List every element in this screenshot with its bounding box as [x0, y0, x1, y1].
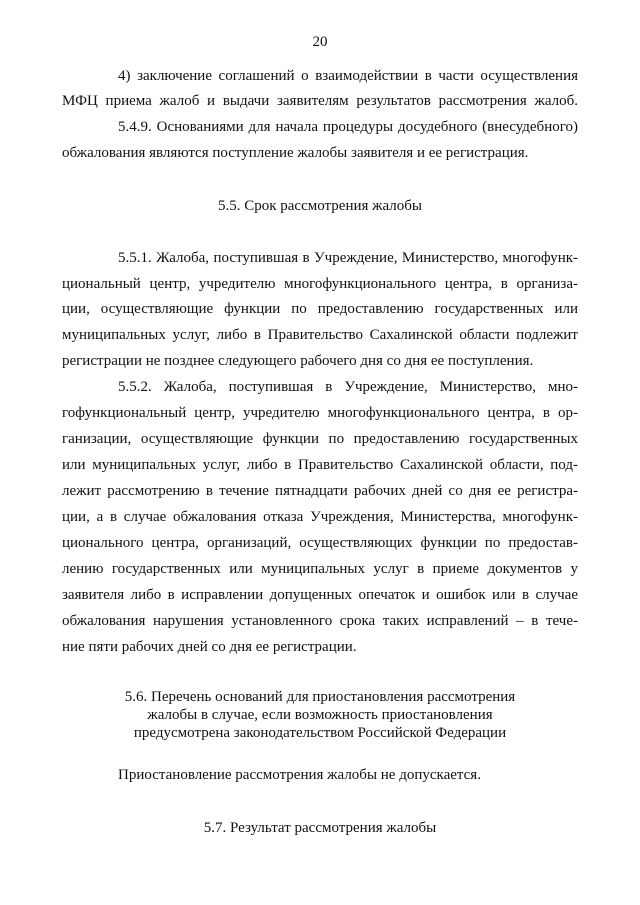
para-549-line-2: обжалования являются поступление жалобы заявителя и ее регистрация.: [62, 145, 529, 161]
para-552-line-7: ционального центра, организаций, осуществляющих функции по предостав-: [62, 535, 578, 551]
section-heading-5-6-line-3: предусмотрена законодательством Российской Федерации: [133, 725, 507, 741]
page-number: 20: [312, 34, 328, 50]
section-heading-5-6-line-1: 5.6. Перечень оснований для приостановления рассмотрения: [124, 689, 516, 705]
para-551-line-2: циональный центр, учредителю многофункционального центра, в организа-: [62, 276, 578, 292]
para-4-line-2: МФЦ приема жалоб и выдачи заявителям результатов рассмотрения жалоб.: [62, 93, 578, 109]
para-551-line-1: 5.5.1. Жалоба, поступившая в Учреждение, Министерство, многофунк-: [118, 250, 578, 266]
para-552-line-8: лению государственных или муниципальных услуг в приеме документов у: [62, 561, 578, 577]
para-552-line-10: обжалования нарушения установленного срока таких исправлений – в тече-: [62, 613, 578, 629]
para-552-line-9: заявителя либо в исправлении допущенных опечаток и ошибок или в случае: [62, 587, 578, 603]
para-552-line-11: ние пяти рабочих дней со дня ее регистрации.: [62, 639, 357, 655]
section-heading-5-6-line-2: жалобы в случае, если возможность приостановления: [147, 707, 493, 723]
para-552-line-5: лежит рассмотрению в течение пятнадцати рабочих дней со дня ее регистра-: [62, 483, 578, 499]
section-heading-5-7: 5.7. Результат рассмотрения жалобы: [203, 820, 437, 836]
para-551-line-5: регистрации не позднее следующего рабочего дня со дня ее поступления.: [62, 353, 534, 369]
para-552-line-1: 5.5.2. Жалоба, поступившая в Учреждение, Министерство, мно-: [118, 379, 578, 395]
para-552-line-4: или муниципальных услуг, либо в Правительство Сахалинской области, под-: [62, 457, 578, 473]
para-5-6-text: Приостановление рассмотрения жалобы не допускается.: [118, 767, 481, 783]
para-552-line-2: гофункциональный центр, учредителю многофункционального центра, в ор-: [62, 405, 578, 421]
para-551-line-4: муниципальных услуг, либо в Правительство Сахалинской области подлежит: [62, 327, 578, 343]
para-552-line-6: ции, а в случае обжалования отказа Учреждения, Министерства, многофунк-: [62, 509, 578, 525]
para-551-line-3: ции, осуществляющие функции по предоставлению государственных или: [62, 301, 578, 317]
para-4-line-1: 4) заключение соглашений о взаимодействии в части осуществления: [118, 68, 578, 84]
section-heading-5-5: 5.5. Срок рассмотрения жалобы: [217, 198, 422, 214]
para-552-line-3: ганизации, осуществляющие функции по предоставлению государственных: [62, 431, 578, 447]
para-549-line-1: 5.4.9. Основаниями для начала процедуры досудебного (внесудебного): [118, 119, 578, 135]
